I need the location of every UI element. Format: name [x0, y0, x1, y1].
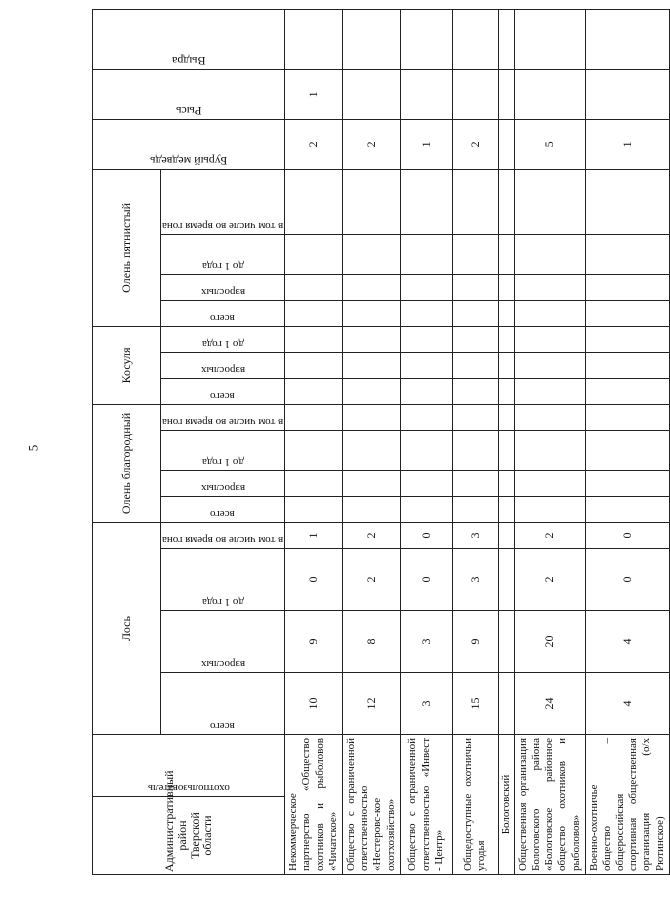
cell-empty [343, 274, 401, 300]
cell-lynx: 1 [285, 69, 343, 119]
cell-moose-total: 3 [400, 673, 452, 735]
cell-bear: 1 [400, 119, 452, 169]
cell-empty [343, 234, 401, 274]
cell-moose-total: 24 [514, 673, 585, 735]
roe-under1-h [161, 326, 285, 352]
sd-total-h [161, 300, 285, 326]
cell-empty [285, 378, 343, 404]
cell-bear: 5 [514, 119, 585, 169]
cell-empty [452, 352, 498, 378]
roe-under1-h-text: до 1 года [201, 337, 244, 350]
cell-empty [498, 300, 514, 326]
cell-empty [498, 549, 514, 611]
row-user-name: Военно-охотничье общество – общероссийская спортивная общественная организация (о/х Рютинское) [585, 735, 669, 875]
district-row [498, 9, 514, 874]
header-otter-text: Выдра [171, 53, 206, 68]
cell-empty [498, 471, 514, 497]
cell-empty [498, 673, 514, 735]
cell-empty [514, 234, 585, 274]
cell-empty [452, 378, 498, 404]
rd-rut-h [161, 404, 285, 430]
cell-empty [585, 404, 669, 430]
row-user-name: Общественная организация Бологовского района «Бологовское районное общество охотников и рыболовов» [514, 735, 585, 875]
cell-empty [585, 169, 669, 234]
cell-empty [498, 611, 514, 673]
cell-empty [285, 326, 343, 352]
header-district-title-text: Административный район Тверской области [162, 770, 215, 872]
cell-moose-rut: 0 [400, 523, 452, 549]
cell-empty [452, 471, 498, 497]
cell-moose-adults: 20 [514, 611, 585, 673]
cell-moose-under1: 3 [452, 549, 498, 611]
page-number: 5 [25, 444, 41, 452]
cell-moose-total: 4 [585, 673, 669, 735]
cell-lynx [452, 69, 498, 119]
cell-empty [498, 497, 514, 523]
header-user [93, 735, 285, 797]
header-lynx-text: Рысь [175, 103, 202, 118]
cell-lynx [514, 69, 585, 119]
cell-empty [452, 404, 498, 430]
cell-moose-total: 15 [452, 673, 498, 735]
cell-empty [514, 378, 585, 404]
roe-total-h-text: всего [210, 389, 236, 402]
cell-empty [452, 326, 498, 352]
cell-empty [285, 300, 343, 326]
table-row [343, 9, 401, 874]
cell-empty [285, 404, 343, 430]
cell-moose-rut: 3 [452, 523, 498, 549]
cell-moose-adults: 9 [285, 611, 343, 673]
cell-empty [514, 300, 585, 326]
cell-empty [585, 300, 669, 326]
cell-empty [343, 471, 401, 497]
header-bear [93, 119, 285, 169]
cell-empty [343, 378, 401, 404]
header-otter [93, 9, 285, 69]
cell-lynx [400, 69, 452, 119]
header-bear-text: Бурый медведь [149, 153, 228, 168]
sd-rut-h [161, 169, 285, 234]
row-user-name: Общество с ограниченной ответственностью «Инвест - Центр» [400, 735, 452, 875]
sd-adults-h-text: взрослых [200, 285, 245, 298]
cell-empty [498, 234, 514, 274]
cell-moose-rut: 1 [285, 523, 343, 549]
moose-adults-h-text: взрослых [200, 658, 245, 670]
cell-empty [400, 404, 452, 430]
cell-moose-under1: 2 [514, 549, 585, 611]
cell-empty [452, 431, 498, 471]
cell-empty [285, 274, 343, 300]
cell-moose-rut: 2 [343, 523, 401, 549]
moose-under1-h [161, 549, 285, 611]
cell-bear: 2 [285, 119, 343, 169]
cell-empty [514, 471, 585, 497]
cell-empty [400, 169, 452, 234]
cell-empty [498, 352, 514, 378]
rd-rut-h-text: в том числе во время гона [162, 416, 284, 428]
cell-empty [498, 431, 514, 471]
rd-adults-h [161, 471, 285, 497]
cell-empty [343, 300, 401, 326]
cell-empty [585, 352, 669, 378]
cell-empty [285, 471, 343, 497]
table-row [514, 9, 585, 874]
cell-bear: 1 [585, 119, 669, 169]
cell-otter [400, 9, 452, 69]
cell-empty [514, 352, 585, 378]
cell-moose-rut: 0 [585, 523, 669, 549]
rd-total-h-text: всего [210, 508, 236, 520]
sd-adults-h [161, 274, 285, 300]
roe-adults-h-text: взрослых [200, 363, 245, 376]
cell-moose-adults: 8 [343, 611, 401, 673]
row-user-name: Некоммерческое партнерство «Общество охотников и рыболовов «Чичатское» [285, 735, 343, 875]
table-row [452, 9, 498, 874]
cell-empty [498, 378, 514, 404]
cell-empty [343, 497, 401, 523]
hunting-quota-table [92, 9, 670, 875]
cell-empty [498, 274, 514, 300]
cell-empty [514, 497, 585, 523]
cell-empty [585, 326, 669, 352]
cell-moose-total: 10 [285, 673, 343, 735]
sd-under1-h-text: до 1 года [201, 259, 244, 272]
cell-empty [514, 431, 585, 471]
cell-empty [452, 497, 498, 523]
cell-moose-total: 12 [343, 673, 401, 735]
cell-empty [585, 378, 669, 404]
moose-total-h-text: всего [210, 720, 236, 732]
cell-lynx [343, 69, 401, 119]
header-lynx [93, 69, 285, 119]
cell-otter [343, 9, 401, 69]
cell-empty [400, 352, 452, 378]
cell-empty [498, 9, 514, 69]
cell-empty [452, 274, 498, 300]
cell-empty [452, 169, 498, 234]
sd-rut-h-text: в том числе во время гона [162, 219, 284, 232]
cell-empty [514, 169, 585, 234]
cell-empty [285, 497, 343, 523]
district-name: Бологовский [498, 735, 514, 875]
cell-moose-adults: 4 [585, 611, 669, 673]
cell-otter [514, 9, 585, 69]
cell-empty [498, 404, 514, 430]
cell-empty [585, 431, 669, 471]
cell-empty [285, 234, 343, 274]
cell-empty [400, 326, 452, 352]
roe-adults-h [161, 352, 285, 378]
sd-under1-h [161, 234, 285, 274]
cell-moose-rut: 2 [514, 523, 585, 549]
header-user-text: охотпользователь [147, 782, 230, 794]
cell-empty [585, 497, 669, 523]
cell-moose-under1: 2 [343, 549, 401, 611]
cell-moose-under1: 0 [585, 549, 669, 611]
moose-rut-h-text: в том числе во время гона [162, 534, 284, 546]
header-roe-deer: Косуля [93, 326, 161, 404]
cell-otter [452, 9, 498, 69]
cell-empty [343, 352, 401, 378]
cell-empty [285, 169, 343, 234]
cell-empty [343, 404, 401, 430]
moose-total-h [161, 673, 285, 735]
cell-empty [452, 300, 498, 326]
cell-empty [400, 431, 452, 471]
cell-moose-under1: 0 [285, 549, 343, 611]
moose-adults-h [161, 611, 285, 673]
sd-total-h-text: всего [210, 311, 236, 324]
rd-under1-h [161, 431, 285, 471]
cell-empty [498, 119, 514, 169]
row-user-name: Общедоступные охотничьи угодья [452, 735, 498, 875]
table-row [585, 9, 669, 874]
cell-empty [400, 471, 452, 497]
header-sika-deer: Олень пятнистый [93, 169, 161, 326]
cell-empty [514, 404, 585, 430]
cell-lynx [585, 69, 669, 119]
cell-bear: 2 [452, 119, 498, 169]
cell-otter [585, 9, 669, 69]
cell-empty [400, 378, 452, 404]
cell-empty [514, 326, 585, 352]
cell-empty [585, 234, 669, 274]
cell-empty [400, 234, 452, 274]
cell-empty [343, 431, 401, 471]
cell-empty [585, 274, 669, 300]
cell-empty [498, 169, 514, 234]
cell-moose-under1: 0 [400, 549, 452, 611]
cell-empty [343, 326, 401, 352]
cell-empty [285, 431, 343, 471]
row-user-name: Общество с ограниченной ответственностью «Нестеровс-кое охотхозяйство» [343, 735, 401, 875]
header-red-deer: Олень благородный [93, 404, 161, 522]
cell-empty [343, 169, 401, 234]
cell-empty [498, 523, 514, 549]
header-moose: Лось [93, 523, 161, 735]
rd-adults-h-text: взрослых [200, 482, 245, 494]
table-row [285, 9, 343, 874]
rd-under1-h-text: до 1 года [201, 456, 244, 468]
cell-moose-adults: 3 [400, 611, 452, 673]
cell-empty [285, 352, 343, 378]
cell-bear: 2 [343, 119, 401, 169]
cell-empty [498, 326, 514, 352]
moose-under1-h-text: до 1 года [201, 596, 244, 608]
table-row [400, 9, 452, 874]
cell-empty [400, 300, 452, 326]
cell-empty [585, 471, 669, 497]
cell-empty [514, 274, 585, 300]
rotated-table-container [92, 30, 666, 875]
cell-moose-adults: 9 [452, 611, 498, 673]
cell-empty [498, 69, 514, 119]
cell-empty [400, 274, 452, 300]
cell-otter [285, 9, 343, 69]
cell-empty [400, 497, 452, 523]
cell-empty [452, 234, 498, 274]
moose-rut-h [161, 523, 285, 549]
